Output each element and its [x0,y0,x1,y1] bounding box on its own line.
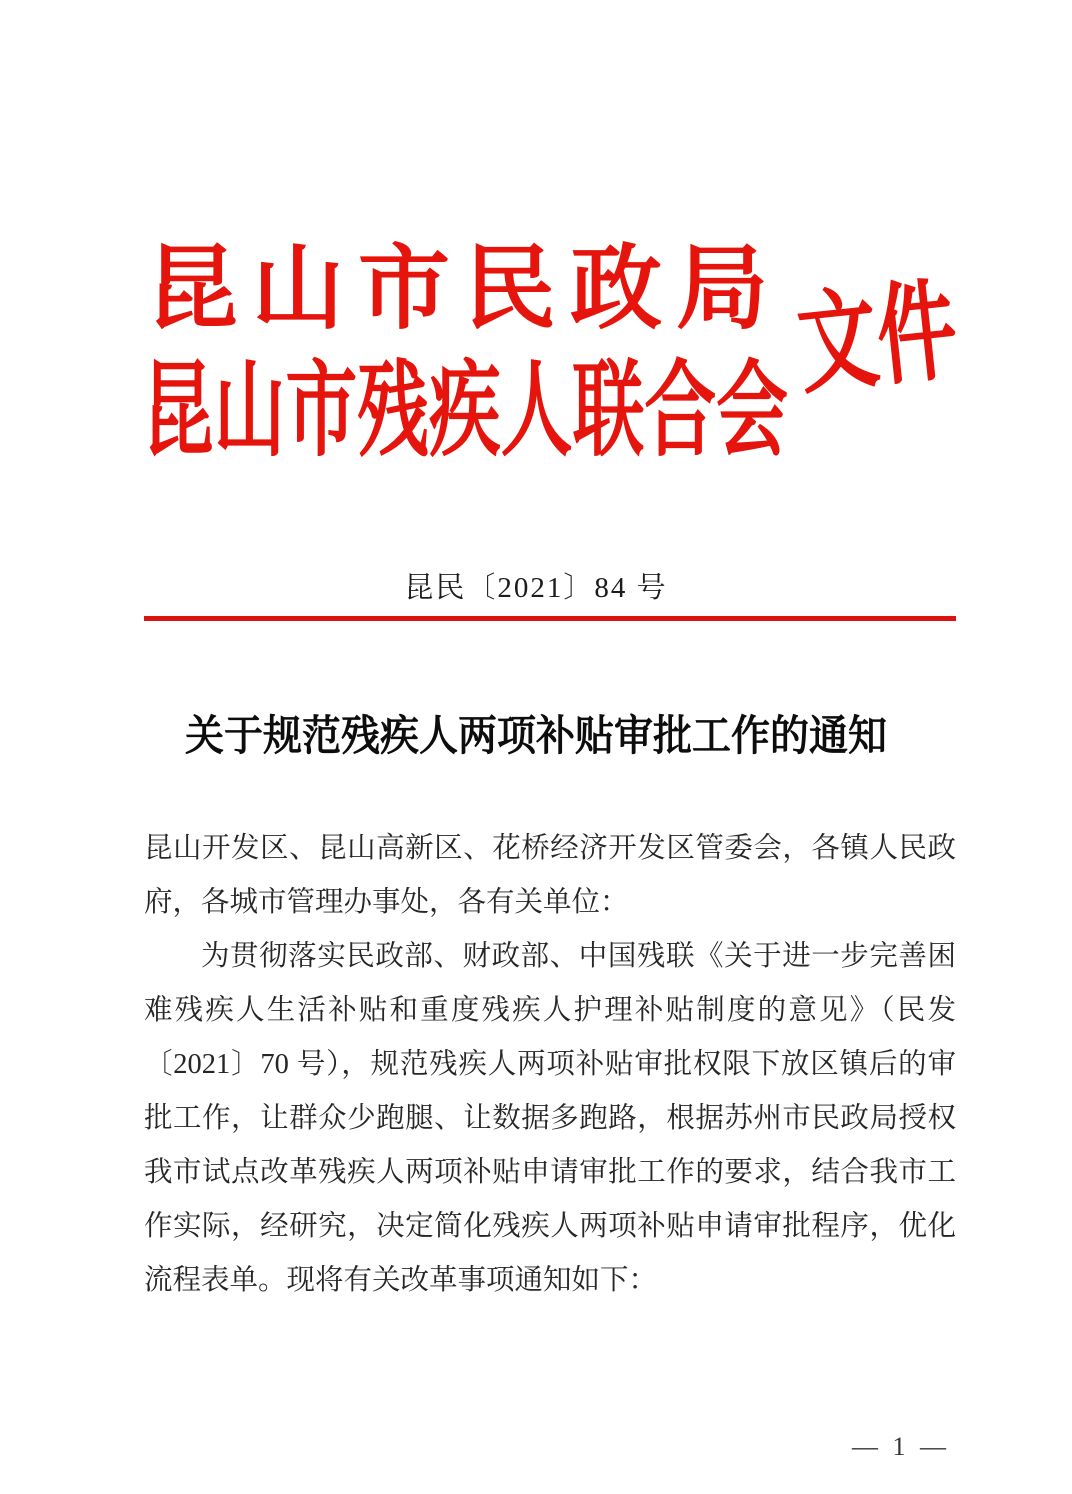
agency-name-line-1: 昆山市民政局 [146,238,783,340]
document-title: 关于规范残疾人两项补贴审批工作的通知 [184,713,887,760]
document-number: 昆民〔2021〕84 号 [404,572,668,604]
document-type-label: 文件 [792,269,963,408]
page-number: — 1 — [852,1432,950,1461]
main-paragraph: 为贯彻落实民政部、财政部、中国残联《关于进一步完善困难残疾人生活补贴和重度残疾人护理补贴制度的意见》（民发〔2021〕70 号），规范残疾人两项补贴审批权限下放区镇后的审批工作，让群众少跑腿、让数据多跑路，根据苏州市民政局授权我市试点改革残疾人两项补贴申请审批工作的要求，结合我市工作实际，经研究，决定简化残疾人两项补贴申请审批程序，优化流程表单。现将有关改革事项通知如下： [144,941,956,1296]
agency-name-line-2: 昆山市残疾人联合会 [142,354,788,469]
document-body [144,822,956,1308]
recipients-paragraph: 昆山开发区、昆山高新区、花桥经济开发区管委会，各镇人民政府，各城市管理办事处，各有关单位： [144,833,956,918]
red-divider-line [144,616,956,621]
